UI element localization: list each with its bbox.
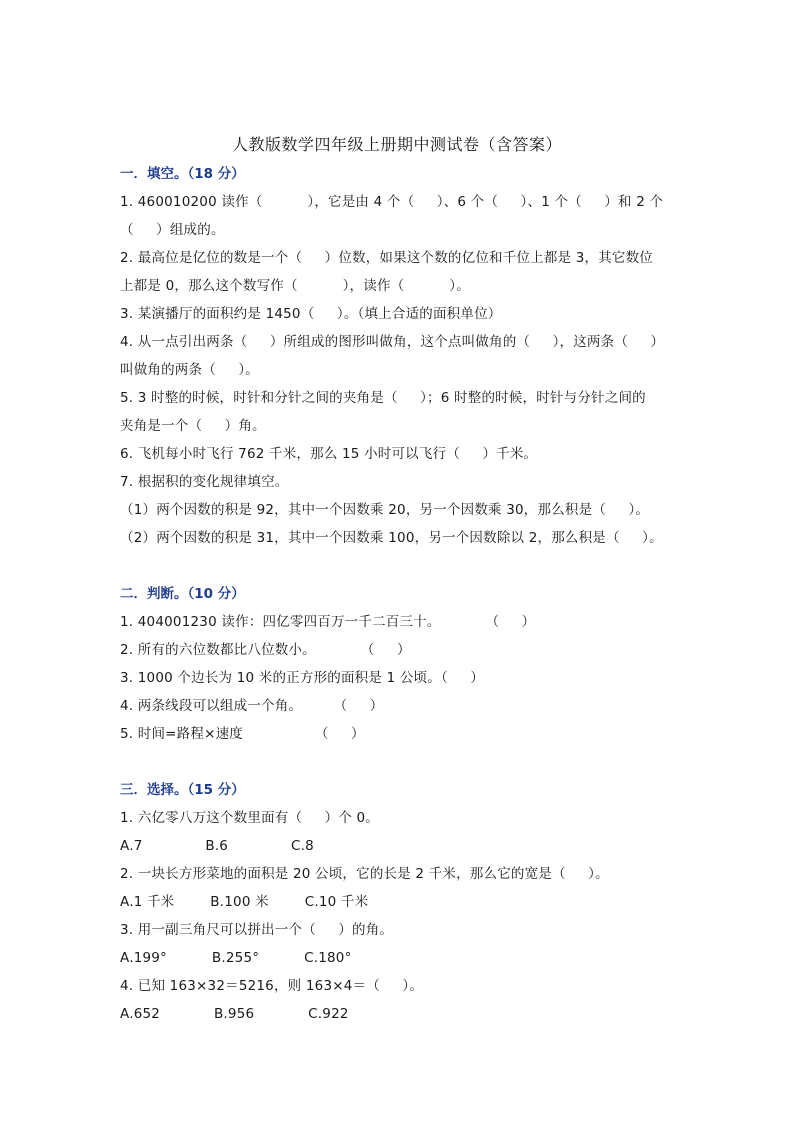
choice-line: A.1 千米 B.100 米 C.10 千米 — [120, 894, 369, 910]
section-spacer — [120, 552, 700, 580]
section-heading: 三．选择。（15 分） — [120, 782, 245, 798]
question-line: 3. 用一副三角尺可以拼出一个（ ）的角。 — [120, 922, 394, 938]
section-heading: 二．判断。（10 分） — [120, 586, 245, 602]
question-line: 4. 已知 163×32＝5216，则 163×4＝（ ）。 — [120, 978, 424, 994]
question-line: 3. 某演播厅的面积约是 1450（ ）。（填上合适的面积单位） — [120, 306, 502, 322]
question-line: 4. 从一点引出两条（ ）所组成的图形叫做角，这个点叫做角的（ ），这两条（ ） — [120, 334, 665, 350]
question-line: （ ）组成的。 — [120, 222, 225, 238]
question-line: （2）两个因数的积是 31，其中一个因数乘 100，另一个因数除以 2，那么积是（ ）。 — [120, 530, 663, 546]
question-line: 4. 两条线段可以组成一个角。 （ ） — [120, 698, 384, 714]
choice-line: A.652 B.956 C.922 — [120, 1006, 349, 1022]
question-line: （1）两个因数的积是 92，其中一个因数乘 20，另一个因数乘 30，那么积是（ ）。 — [120, 502, 650, 518]
choice-line: A.199° B.255° C.180° — [120, 950, 352, 966]
question-line: 2. 所有的六位数都比八位数小。 （ ） — [120, 642, 411, 658]
question-line: 夹角是一个（ ）角。 — [120, 418, 266, 434]
section-heading: 一．填空。（18 分） — [120, 166, 245, 182]
exam-content — [120, 160, 700, 1028]
question-line: 2. 最高位是亿位的数是一个（ ）位数，如果这个数的亿位和千位上都是 3，其它数位 — [120, 250, 654, 266]
question-line: 1. 六亿零八万这个数里面有（ ）个 0。 — [120, 810, 380, 826]
question-line: 7. 根据积的变化规律填空。 — [120, 474, 289, 490]
question-line: 6. 飞机每小时飞行 762 千米，那么 15 小时可以飞行（ ）千米。 — [120, 446, 538, 462]
section-true-false — [120, 580, 700, 748]
question-line: 1. 404001230 读作：四亿零四百万一千二百三十。 （ ） — [120, 614, 536, 630]
choice-line: A.7 B.6 C.8 — [120, 838, 314, 854]
question-line: 2. 一块长方形菜地的面积是 20 公顷，它的长是 2 千米，那么它的宽是（ ）。 — [120, 866, 609, 882]
section-spacer — [120, 748, 700, 776]
section-multiple-choice — [120, 776, 700, 1028]
section-fill-in — [120, 160, 700, 552]
question-line: 3. 1000 个边长为 10 米的正方形的面积是 1 公顷。（ ） — [120, 670, 485, 686]
question-line: 上都是 0，那么这个数写作（ ），读作（ ）。 — [120, 278, 470, 294]
page-title: 人教版数学四年级上册期中测试卷（含答案） — [231, 135, 562, 154]
question-line: 5. 3 时整的时候，时针和分针之间的夹角是（ ）；6 时整的时候，时针与分针之间的 — [120, 390, 646, 406]
question-line: 1. 460010200 读作（ ），它是由 4 个（ ）、6 个（ ）、1 个（ ）和 2 个 — [120, 194, 664, 210]
question-line: 叫做角的两条（ ）。 — [120, 362, 260, 378]
question-line: 5. 时间=路程×速度 （ ） — [120, 726, 365, 742]
